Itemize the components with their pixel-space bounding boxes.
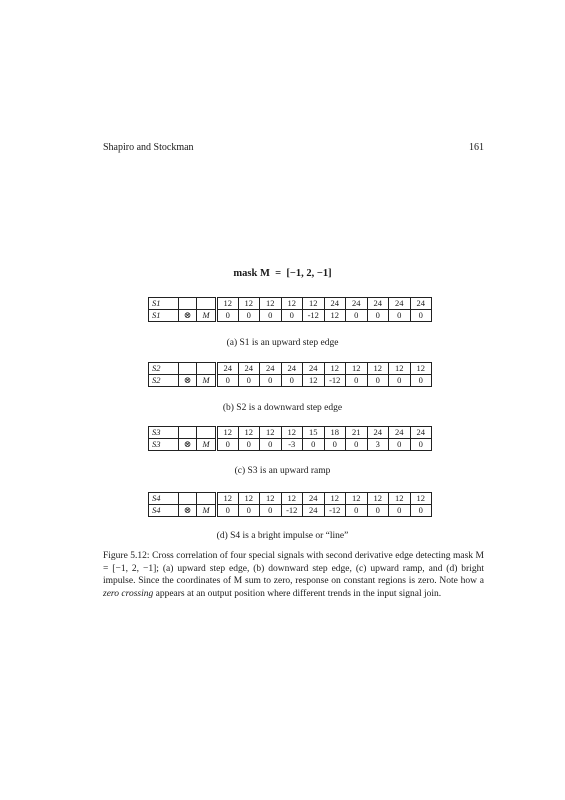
correlation-table [148,492,432,517]
result-value: 0 [389,310,411,322]
signal-value: 12 [303,298,325,310]
result-value: 0 [346,375,368,387]
signal-value: 24 [324,298,346,310]
result-value: -12 [324,375,346,387]
result-value: 0 [281,375,303,387]
sub-caption-a: (a) S1 is an upward step edge [226,338,339,348]
result-value: 0 [217,505,239,517]
signal-value: 24 [410,298,432,310]
result-value: 0 [260,375,282,387]
result-row [149,439,432,451]
correlation-table [148,297,432,322]
signal-table-a [148,297,431,322]
signal-value: 12 [367,363,389,375]
empty-cell [197,298,217,310]
signal-table-d [148,492,431,517]
result-value: -12 [303,310,325,322]
signal-value: 12 [238,427,260,439]
result-row [149,310,432,322]
signal-value: 12 [410,363,432,375]
caption-text-end: appears at an output position where different trends in the input signal join. [153,588,442,599]
signal-value: 12 [238,298,260,310]
empty-cell [197,493,217,505]
signal-value: 12 [238,493,260,505]
signal-value: 24 [367,298,389,310]
signal-value: 15 [303,427,325,439]
empty-cell [179,363,197,375]
correlation-operator: ⊗ [179,375,197,387]
correlation-operator: ⊗ [179,439,197,451]
result-value: 12 [303,375,325,387]
signal-value: 12 [217,493,239,505]
mask-prefix: mask M [233,268,270,279]
caption-text-start: Figure 5.12: Cross correlation of four special signals with second derivative edge detecting mask M = [−1, 2, −1]; (a) upward step edge, (b) downward step edge, (c) upward ramp, and (d) bright impulse. Since the coordinates of M sum to zero, response on constant regions is zero. Note how a [103,551,484,586]
figure-caption [103,550,484,600]
signal-value: 12 [410,493,432,505]
running-head: Shapiro and Stockman [103,142,194,153]
correlation-operator: ⊗ [179,310,197,322]
caption-emphasis: zero crossing [103,588,154,599]
signal-value: 24 [260,363,282,375]
result-row [149,505,432,517]
result-value: 0 [260,439,282,451]
result-value: 0 [346,505,368,517]
result-value: -12 [281,505,303,517]
result-value: 24 [303,505,325,517]
result-value: 0 [260,505,282,517]
signal-value: 12 [367,493,389,505]
signal-value: 12 [346,493,368,505]
signal-value: 24 [389,298,411,310]
mask-value: [−1, 2, −1] [286,268,332,279]
signal-row [149,363,432,375]
signal-value: 24 [410,427,432,439]
result-value: -12 [324,505,346,517]
result-value: -3 [281,439,303,451]
mask-label: M [197,439,217,451]
signal-value: 24 [281,363,303,375]
signal-row [149,493,432,505]
empty-cell [179,427,197,439]
result-value: 0 [389,375,411,387]
result-value: 0 [367,310,389,322]
mask-label: M [197,310,217,322]
signal-value: 24 [367,427,389,439]
empty-cell [197,363,217,375]
mask-definition [0,268,565,279]
result-value: 3 [367,439,389,451]
result-value: 0 [260,310,282,322]
result-value: 0 [217,310,239,322]
empty-cell [179,298,197,310]
signal-value: 12 [217,298,239,310]
result-value: 0 [238,505,260,517]
correlation-table [148,362,432,387]
result-value: 0 [238,310,260,322]
signal-value: 12 [324,363,346,375]
signal-value: 24 [238,363,260,375]
result-label: S1 [149,310,179,322]
result-value: 0 [410,310,432,322]
result-value: 0 [410,439,432,451]
mask-equals: = [275,268,282,279]
signal-value: 24 [217,363,239,375]
signal-value: 12 [281,493,303,505]
signal-value: 12 [324,493,346,505]
signal-value: 12 [281,427,303,439]
signal-label: S1 [149,298,179,310]
empty-cell [179,493,197,505]
signal-table-b [148,362,431,387]
result-value: 0 [389,439,411,451]
signal-value: 24 [303,493,325,505]
signal-value: 12 [260,427,282,439]
signal-label: S4 [149,493,179,505]
mask-label: M [197,505,217,517]
result-value: 0 [281,310,303,322]
signal-value: 21 [346,427,368,439]
signal-value: 24 [303,363,325,375]
signal-value: 24 [346,298,368,310]
signal-row [149,298,432,310]
sub-caption-d: (d) S4 is a bright impulse or “line” [216,531,349,541]
signal-value: 12 [346,363,368,375]
empty-cell [197,427,217,439]
result-value: 0 [238,375,260,387]
result-value: 0 [346,310,368,322]
correlation-operator: ⊗ [179,505,197,517]
result-value: 0 [324,439,346,451]
mask-label: M [197,375,217,387]
signal-value: 24 [389,427,411,439]
correlation-table [148,426,432,451]
sub-caption-c: (c) S3 is an upward ramp [234,466,331,476]
result-value: 0 [410,375,432,387]
result-label: S3 [149,439,179,451]
result-value: 0 [303,439,325,451]
result-value: 0 [346,439,368,451]
result-value: 0 [367,375,389,387]
result-value: 12 [324,310,346,322]
signal-value: 12 [281,298,303,310]
result-value: 0 [410,505,432,517]
signal-value: 12 [217,427,239,439]
result-value: 0 [238,439,260,451]
signal-value: 12 [389,363,411,375]
result-row [149,375,432,387]
signal-label: S3 [149,427,179,439]
result-value: 0 [367,505,389,517]
signal-value: 18 [324,427,346,439]
signal-value: 12 [260,298,282,310]
signal-value: 12 [389,493,411,505]
result-value: 0 [389,505,411,517]
sub-caption-b: (b) S2 is a downward step edge [222,403,343,413]
page-header [103,142,484,153]
result-value: 0 [217,439,239,451]
result-label: S2 [149,375,179,387]
page-number: 161 [469,142,484,153]
result-label: S4 [149,505,179,517]
signal-row [149,427,432,439]
result-value: 0 [217,375,239,387]
signal-label: S2 [149,363,179,375]
signal-table-c [148,426,431,451]
signal-value: 12 [260,493,282,505]
